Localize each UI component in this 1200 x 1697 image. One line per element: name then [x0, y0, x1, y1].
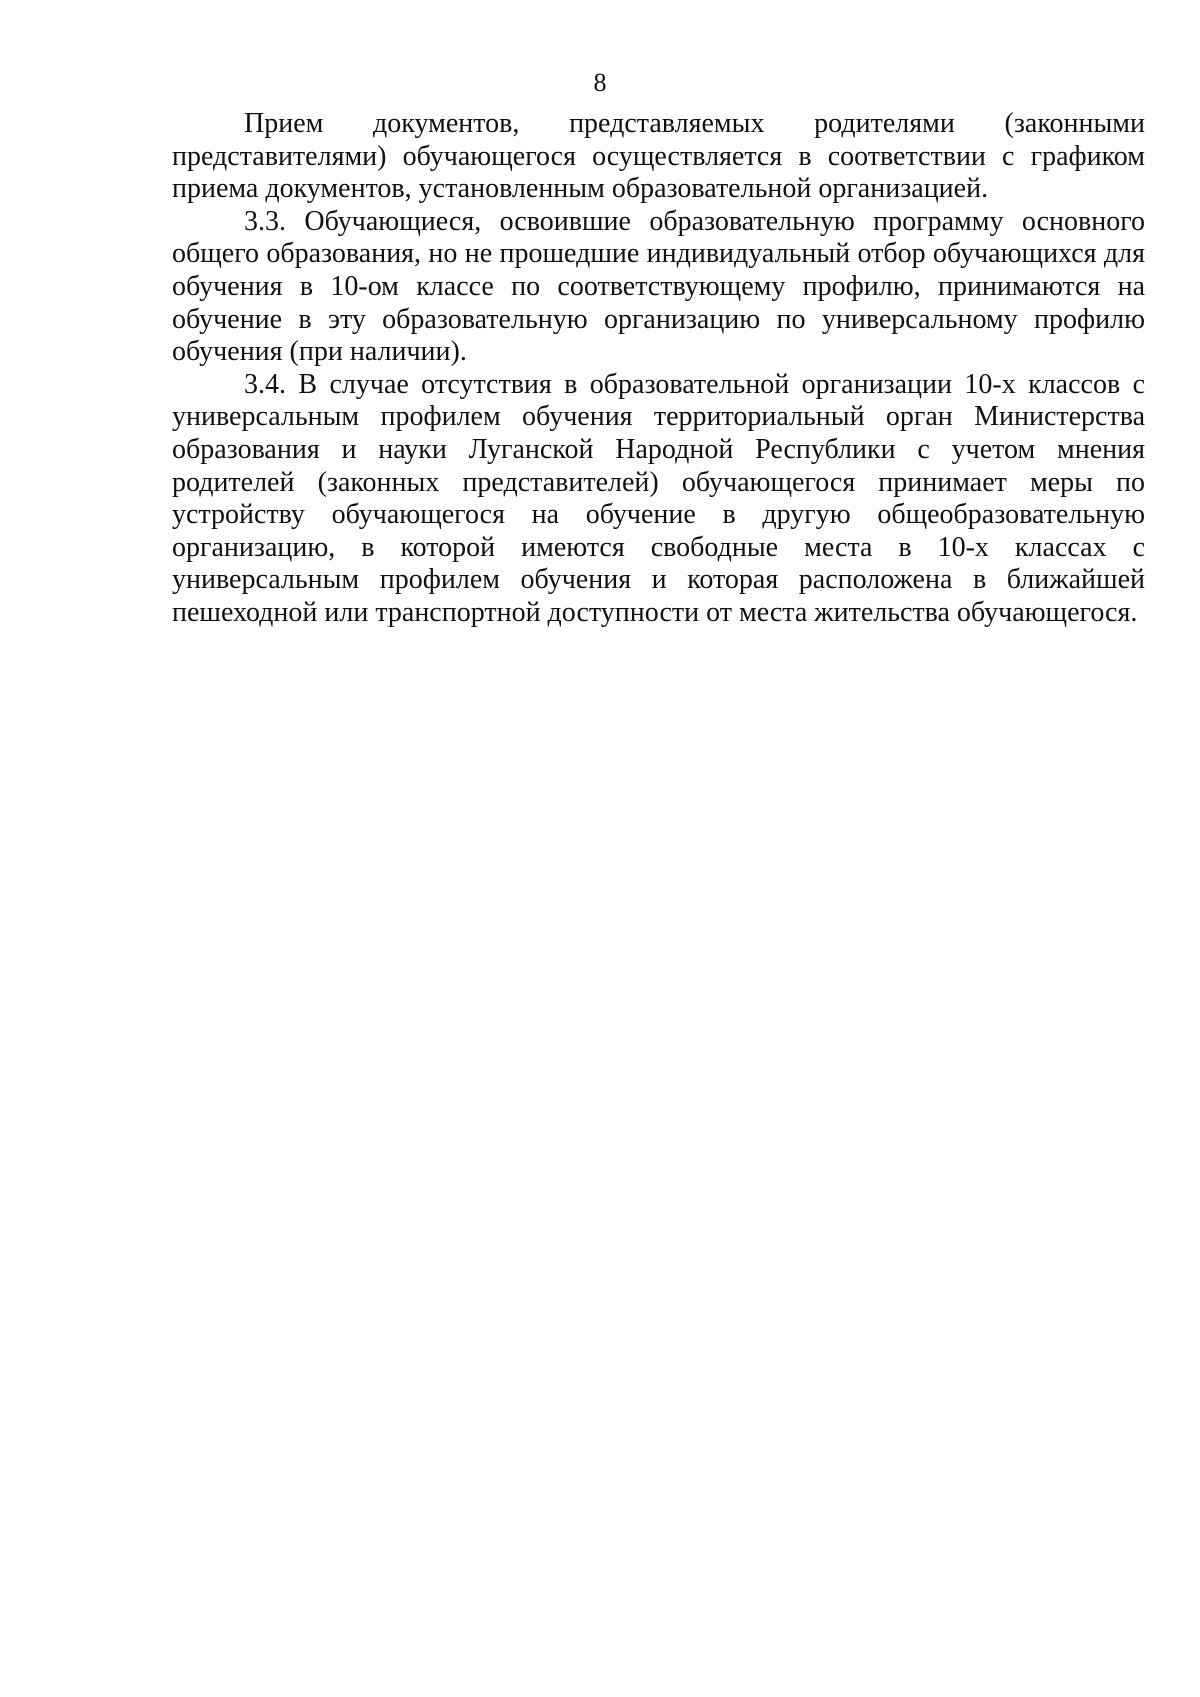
- paragraph-3-3: 3.3. Обучающиеся, освоившие образовательную программу основного общего образования, но не прошедшие индивидуальный отбор обучающихся для обучения в 10-ом классе по соответствующему профилю, принимаются на обучение в эту образовательную организацию по универсальному профилю обучения (при наличии).: [172, 205, 1145, 368]
- paragraph-3-4: 3.4. В случае отсутствия в образовательной организации 10-х классов с универсальным профилем обучения территориальный орган Министерства образования и науки Луганской Народной Республики с учетом мнения родителей (законных представителей) обучающегося принимает меры по устройству обучающегося на обучение в другую общеобразовательную организацию, в которой имеются свободные места в 10-х классах с универсальным профилем обучения и которая расположена в ближайшей пешеходной или транспортной доступности от места жительства обучающегося.: [172, 368, 1145, 628]
- page-number: 8: [593, 68, 607, 97]
- paragraph-document-acceptance: Прием документов, представляемых родителями (законными представителями) обучающегося осуществляется в соответствии с графиком приема документов, установленным образовательной организацией.: [172, 108, 1145, 205]
- document-body: [172, 108, 1145, 630]
